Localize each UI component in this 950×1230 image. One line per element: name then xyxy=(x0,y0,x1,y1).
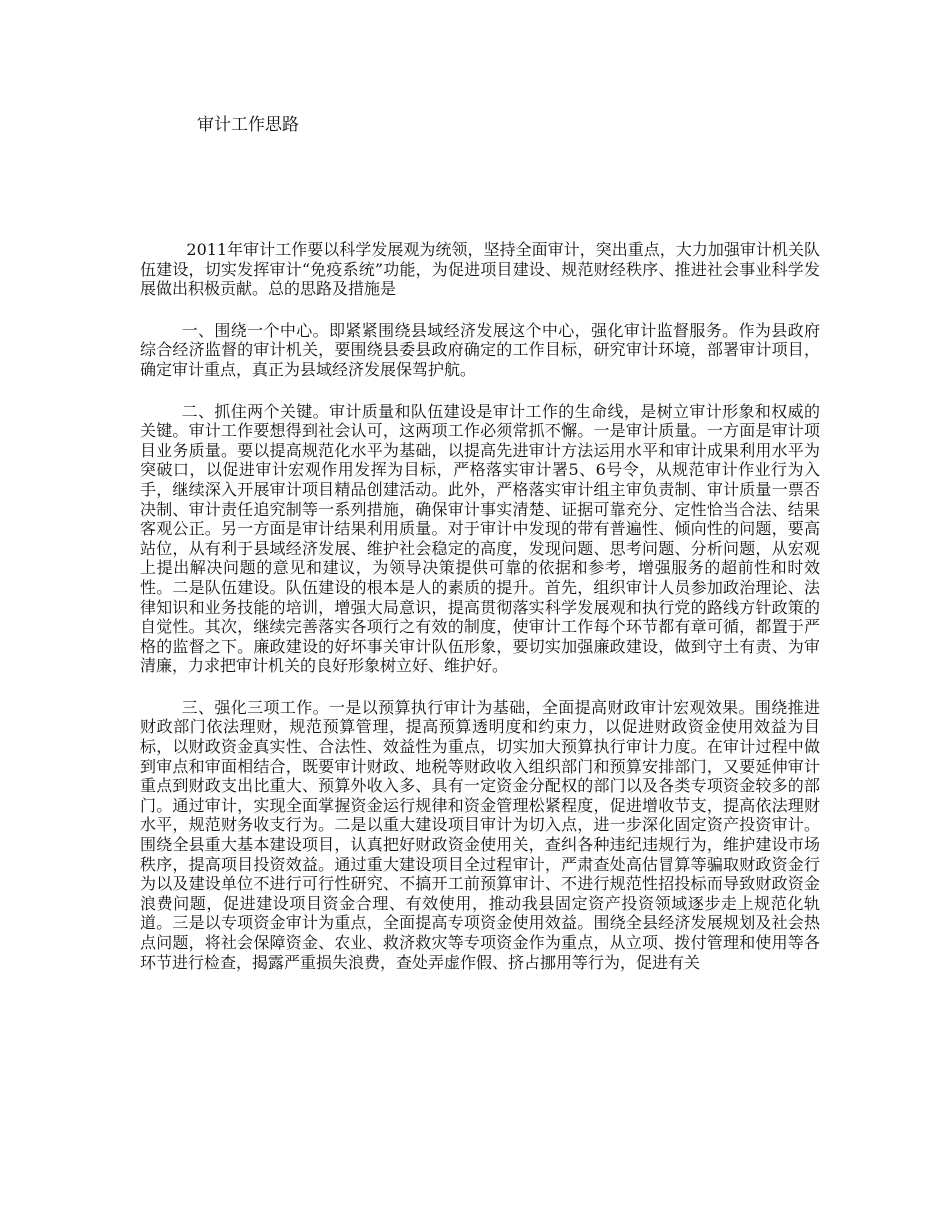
document-body xyxy=(140,240,820,994)
paragraph-three-tasks: 三、强化三项工作。一是以预算执行审计为基础，全面提高财政审计宏观效果。围绕推进财政部门依法理财，规范预算管理，提高预算透明度和约束力，以促进财政资金使用效益为目标，以财政资金真实性、合法性、效益性为重点，切实加大预算执行审计力度。在审计过程中做到审点和审面相结合，既要审计财政、地税等财政收入组织部门和预算安排部门，又要延伸审计重点到财政支出比重大、预算外收入多、具有一定资金分配权的部门以及各类专项资金较多的部门。通过审计，实现全面掌握资金运行规律和资金管理松紧程度，促进增收节支，提高依法理财水平，规范财务收支行为。二是以重大建设项目审计为切入点，进一步深化固定资产投资审计。围绕全县重大基本建设项目，认真把好财政资金使用关，查纠各种违纪违规行为，维护建设市场秩序，提高项目投资效益。通过重大建设项目全过程审计，严肃查处高估冒算等骗取财政资金行为以及建设单位不进行可行性研究、不搞开工前预算审计、不进行规范性招投标而导致财政资金浪费问题，促进建设项目资金合理、有效使用，推动我县固定资产投资领域逐步走上规范化轨道。三是以专项资金审计为重点，全面提高专项资金使用效益。围绕全县经济发展规划及社会热点问题，将社会保障资金、农业、救济救灾等专项资金作为重点，从立项、拨付管理和使用等各环节进行检查，揭露严重损失浪费，查处弄虚作假、挤占挪用等行为，促进有关 xyxy=(140,697,820,972)
document-title: 审计工作思路 xyxy=(197,115,299,135)
paragraph-one-center: 一、围绕一个中心。即紧紧围绕县域经济发展这个中心，强化审计监督服务。作为县政府综合经济监督的审计机关，要围绕县委县政府确定的工作目标，研究审计环境，部署审计项目，确定审计重点，真正为县域经济发展保驾护航。 xyxy=(140,320,820,379)
paragraph-intro: 2011年审计工作要以科学发展观为统领，坚持全面审计，突出重点，大力加强审计机关队伍建设，切实发挥审计“免疫系统”功能，为促进项目建设、规范财经秩序、推进社会事业科学发展做出积极贡献。总的思路及措施是 xyxy=(140,240,820,299)
paragraph-two-keys: 二、抓住两个关键。审计质量和队伍建设是审计工作的生命线，是树立审计形象和权威的关键。审计工作要想得到社会认可，这两项工作必须常抓不懈。一是审计质量。一方面是审计项目业务质量。要以提高规范化水平为基础，以提高先进审计方法运用水平和审计成果利用水平为突破口，以促进审计宏观作用发挥为目标，严格落实审计署5、6号令，从规范审计作业行为入手，继续深入开展审计项目精品创建活动。此外，严格落实审计组主审负责制、审计质量一票否决制、审计责任追究制等一系列措施，确保审计事实清楚、证据可靠充分、定性恰当合法、结果客观公正。另一方面是审计结果利用质量。对于审计中发现的带有普遍性、倾向性的问题，要高站位，从有利于县域经济发展、维护社会稳定的高度，发现问题、思考问题、分析问题，从宏观上提出解决问题的意见和建议，为领导决策提供可靠的依据和参考，增强服务的超前性和时效性。二是队伍建设。队伍建设的根本是人的素质的提升。首先，组织审计人员参加政治理论、法律知识和业务技能的培训，增强大局意识，提高贯彻落实科学发展观和执行党的路线方针政策的自觉性。其次，继续完善落实各项行之有效的制度，使审计工作每个环节都有章可循，都置于严格的监督之下。廉政建设的好坏事关审计队伍形象，要切实加强廉政建设，做到守土有责、为审清廉，力求把审计机关的良好形象树立好、维护好。 xyxy=(140,401,820,676)
